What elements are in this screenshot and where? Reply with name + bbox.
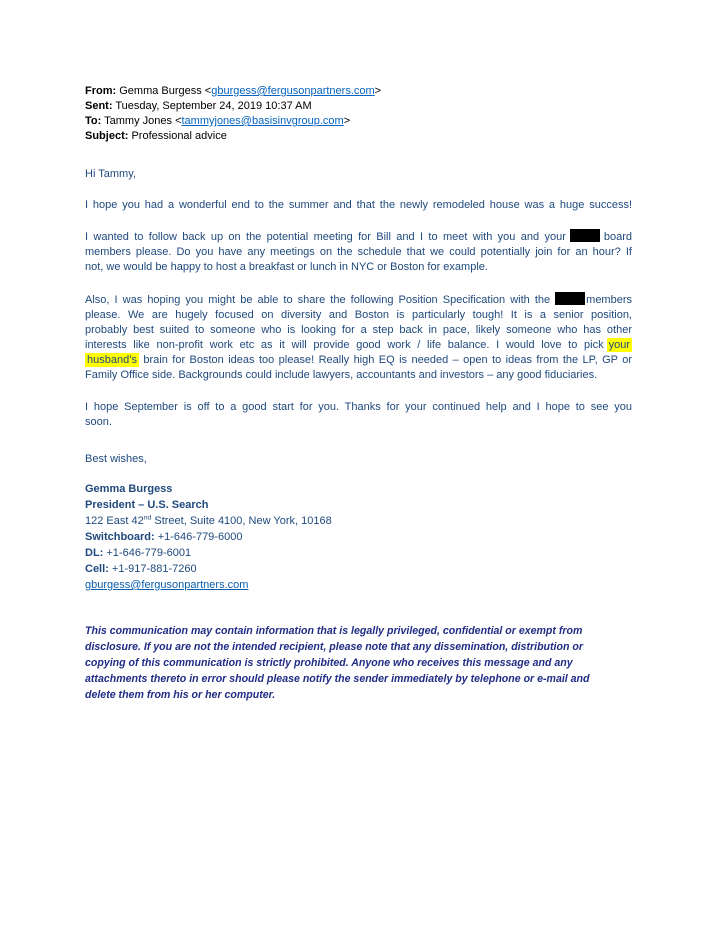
email-content xyxy=(85,84,632,703)
subject-line xyxy=(85,129,632,144)
body-text-segment: board xyxy=(603,231,632,243)
body-line-with-redaction xyxy=(85,229,632,245)
signature-switchboard xyxy=(85,529,632,545)
subject-value: Professional advice xyxy=(128,130,227,142)
from-label: From: xyxy=(85,85,117,97)
sent-value: Tuesday, September 24, 2019 10:37 AM xyxy=(112,100,312,112)
closing: Best wishes, xyxy=(85,453,147,465)
from-line xyxy=(85,84,632,99)
dl-number: +1-646-779-6001 xyxy=(103,547,192,559)
signature-address xyxy=(85,513,632,529)
sent-line xyxy=(85,99,632,114)
cell-label: Cell: xyxy=(85,563,109,575)
body-line-with-highlight xyxy=(85,353,632,368)
from-name: Gemma Burgess < xyxy=(116,85,212,97)
body-line: soon. xyxy=(85,416,112,428)
body-line: probably best suited to someone who is looking for a step back in pace, likely someone who has other xyxy=(85,324,632,336)
redaction-box xyxy=(570,229,600,242)
address-segment: Street, Suite 4100, New York, 10168 xyxy=(151,515,332,527)
disclaimer-line: copying of this communication is strictly prohibited. Anyone who receives this message and any xyxy=(85,657,573,669)
signature-cell xyxy=(85,561,632,577)
address-segment: 122 East 42 xyxy=(85,515,144,527)
paragraph-3 xyxy=(85,292,632,383)
subject-label: Subject: xyxy=(85,130,129,142)
disclaimer-line: disclosure. If you are not the intended recipient, please note that any dissemination, distribution or xyxy=(85,641,583,653)
disclaimer-line: delete them from his or her computer. xyxy=(85,689,276,701)
sent-label: Sent: xyxy=(85,100,113,112)
signature-title: President – U.S. Search xyxy=(85,499,209,511)
email-body xyxy=(85,167,632,703)
to-email-link[interactable]: tammyjones@basisinvgroup.com xyxy=(181,115,344,127)
body-text-segment: brain for Boston ideas too please! Really high EQ is needed – open to ideas from the LP, GP or xyxy=(138,354,632,366)
body-line-with-highlight xyxy=(85,338,632,353)
body-line: please. We are hugely focused on diversity and Boston is particularly tough! It is a senior position, xyxy=(85,309,632,321)
legal-disclaimer xyxy=(85,623,632,703)
body-text-segment: members xyxy=(586,294,632,306)
body-text-segment: Also, I was hoping you might be able to share the following Position Specification with the xyxy=(85,294,551,306)
body-line: members please. Do you have any meetings on the schedule that we could potentially join for an hour? If xyxy=(85,246,632,258)
from-email-link[interactable]: gburgess@fergusonpartners.com xyxy=(211,85,375,97)
disclaimer-line: This communication may contain information that is legally privileged, confidential or exempt from xyxy=(85,625,583,637)
signature-block xyxy=(85,481,632,593)
greeting: Hi Tammy, xyxy=(85,168,136,180)
highlighted-text-husbands: husband’s xyxy=(87,354,137,366)
body-text-segment: interests like non-profit work etc as it will provide good work / life balance. I would love to pick xyxy=(85,339,604,351)
address-ordinal-suffix: nd xyxy=(143,514,152,522)
to-line xyxy=(85,114,632,129)
paragraph-2 xyxy=(85,229,632,275)
from-close-bracket: > xyxy=(374,85,382,97)
signature-name: Gemma Burgess xyxy=(85,483,173,495)
highlighted-text-your: your xyxy=(608,339,630,351)
body-line-with-redaction xyxy=(85,292,632,308)
to-close-bracket: > xyxy=(343,115,351,127)
to-name: Tammy Jones < xyxy=(101,115,182,127)
dl-label: DL: xyxy=(85,547,104,559)
disclaimer-line: attachments thereto in error should please notify the sender immediately by telephone or e-mail and xyxy=(85,673,590,685)
body-line: not, we would be happy to host a breakfast or lunch in NYC or Boston for example. xyxy=(85,261,488,273)
body-line: I hope September is off to a good start for you. Thanks for your continued help and I hope to see you xyxy=(85,401,632,413)
body-line: I hope you had a wonderful end to the summer and that the newly remodeled house was a huge success! xyxy=(85,199,632,211)
switchboard-number: +1-646-779-6000 xyxy=(154,531,243,543)
email-header-block xyxy=(85,84,632,144)
redaction-box xyxy=(555,292,585,305)
body-line: Family Office side. Backgrounds could include lawyers, accountants and investors – any good fiduciaries. xyxy=(85,369,598,381)
switchboard-label: Switchboard: xyxy=(85,531,155,543)
cell-number: +1-917-881-7260 xyxy=(108,563,197,575)
signature-email-link[interactable]: gburgess@fergusonpartners.com xyxy=(85,579,249,591)
signature-dl xyxy=(85,545,632,561)
to-label: To: xyxy=(85,115,102,127)
paragraph-4 xyxy=(85,400,632,430)
body-text-segment: I wanted to follow back up on the potential meeting for Bill and I to meet with you and your xyxy=(85,231,566,243)
signature-email-line xyxy=(85,577,632,593)
paragraph-1 xyxy=(85,198,632,213)
